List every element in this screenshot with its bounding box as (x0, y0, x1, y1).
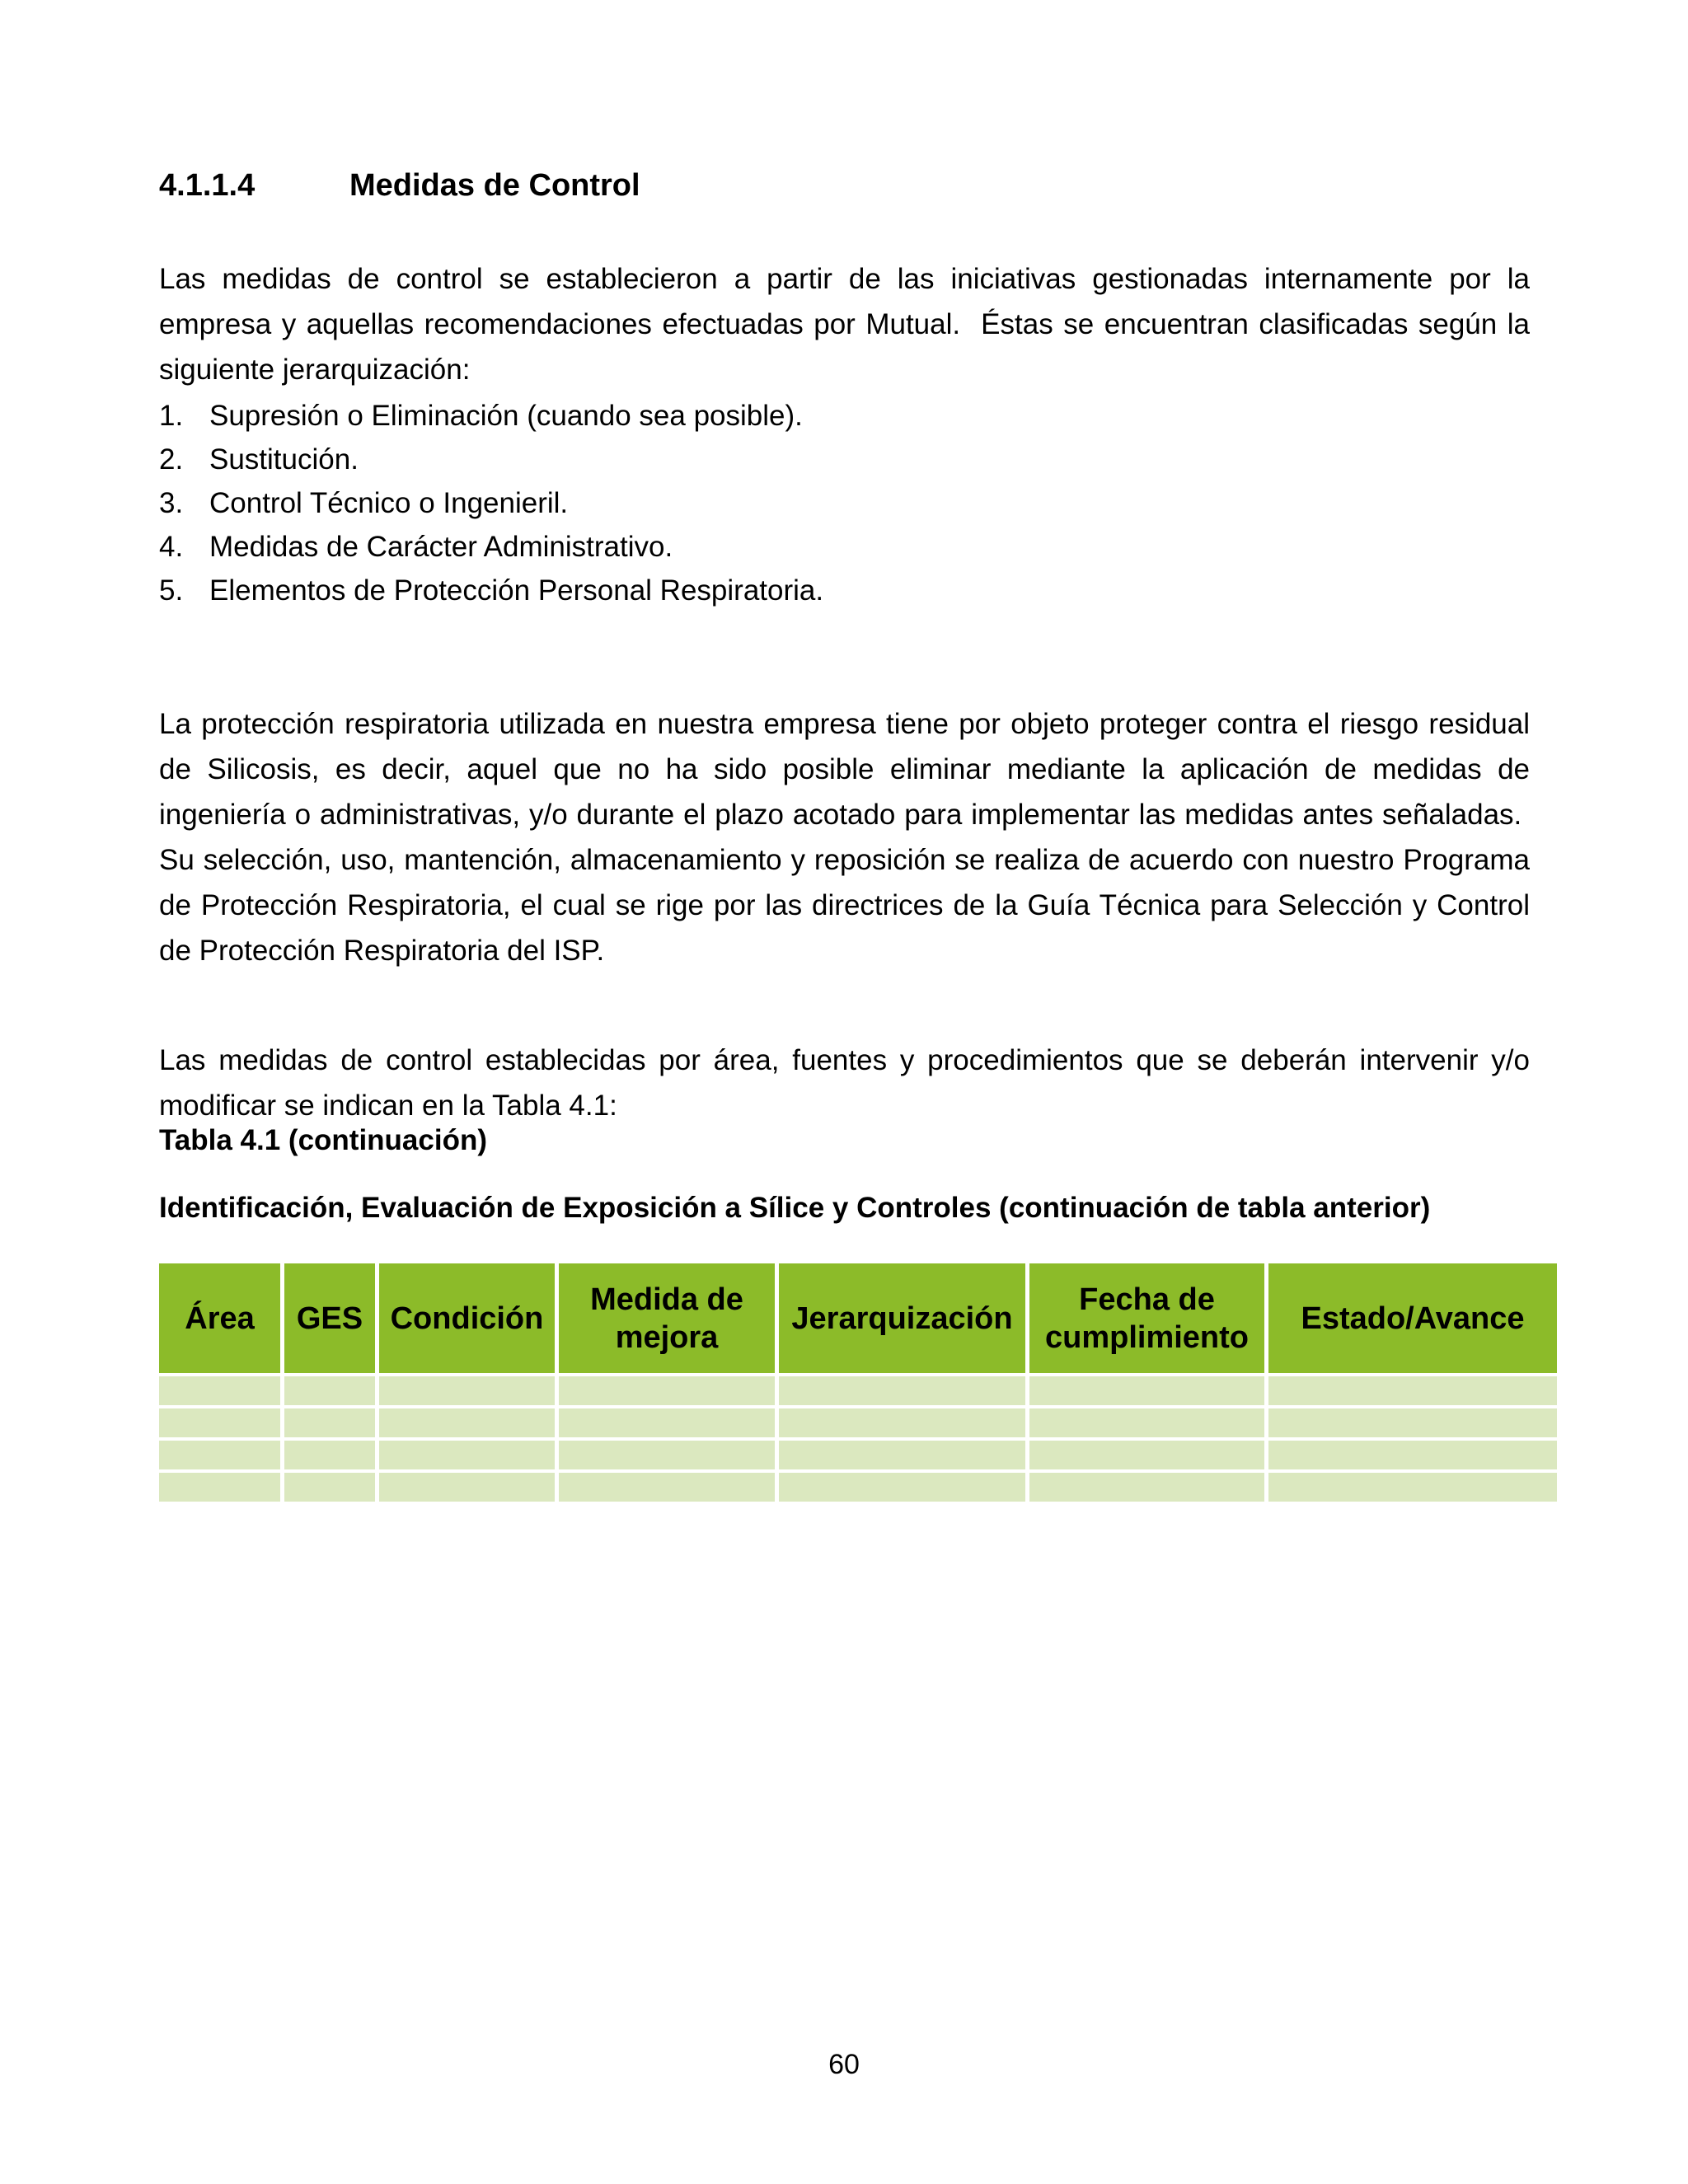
list-item-number: 1. (159, 400, 184, 432)
table-empty-cell (779, 1408, 1025, 1437)
table-empty-cell (779, 1473, 1025, 1502)
column-header-area: Área (159, 1263, 280, 1373)
table-empty-cell (1029, 1376, 1264, 1405)
table-empty-cell (559, 1408, 775, 1437)
list-item-text: Elementos de Protección Personal Respiratoria. (209, 574, 824, 607)
table-empty-cell (159, 1473, 280, 1502)
table-empty-cell (284, 1441, 375, 1469)
table-subtitle: Identificación, Evaluación de Exposición a Sílice y Controles (continuación de tabla anterior) (159, 1192, 1431, 1224)
table-empty-cell (779, 1376, 1025, 1405)
column-header-jerarquizacion: Jerarquización (779, 1263, 1025, 1373)
list-item-number: 4. (159, 531, 184, 563)
table-empty-cell (559, 1441, 775, 1469)
table-empty-cell (779, 1441, 1025, 1469)
table-empty-cell (284, 1473, 375, 1502)
list-item-number: 2. (159, 443, 184, 476)
table-caption: Tabla 4.1 (continuación) (159, 1124, 488, 1156)
section-heading (159, 168, 640, 204)
list-item (159, 569, 1530, 612)
list-item-text: Medidas de Carácter Administrativo. (209, 531, 673, 563)
section-title: Medidas de Control (349, 168, 640, 203)
list-item-text: Supresión o Eliminación (cuando sea posible). (209, 400, 803, 432)
hierarchy-list (159, 394, 1530, 612)
column-header-condicion: Condición (379, 1263, 555, 1373)
table-empty-cell (559, 1376, 775, 1405)
table-empty-cell (1029, 1408, 1264, 1437)
page-number: 60 (828, 2049, 860, 2080)
table-empty-cell (159, 1408, 280, 1437)
list-item-number: 3. (159, 487, 184, 519)
list-item-text: Sustitución. (209, 443, 359, 476)
table-empty-cell (1268, 1408, 1557, 1437)
column-header-fecha-de-cumplimiento: Fecha de cumplimiento (1029, 1263, 1264, 1373)
table-empty-cell (379, 1473, 555, 1502)
section-number: 4.1.1.4 (159, 168, 256, 203)
table-empty-cell (1029, 1473, 1264, 1502)
table-empty-cell (559, 1473, 775, 1502)
table-empty-cell (379, 1376, 555, 1405)
column-header-estado-avance: Estado/Avance (1268, 1263, 1557, 1373)
table-empty-cell (284, 1408, 375, 1437)
table-empty-cell (159, 1441, 280, 1469)
paragraph-table-intro: Las medidas de control establecidas por área, fuentes y procedimientos que se deberán intervenir y/o modificar se indican en la Tabla 4.1: (159, 1044, 1530, 1122)
list-item (159, 525, 1530, 569)
table-empty-cell (1268, 1376, 1557, 1405)
table-empty-cell (1029, 1441, 1264, 1469)
paragraph-control-measures: Las medidas de control se establecieron a partir de las iniciativas gestionadas internamente por la empresa y aquellas recomendaciones efectuadas por Mutual. Éstas se encuentran clasificadas según la siguiente jerarquización: (159, 263, 1530, 386)
table-empty-cell (1268, 1441, 1557, 1469)
list-item-number: 5. (159, 574, 184, 607)
list-item (159, 394, 1530, 438)
list-item (159, 438, 1530, 481)
paragraph-respiratory-protection: La protección respiratoria utilizada en nuestra empresa tiene por objeto proteger contra el riesgo residual de Silicosis, es decir, aquel que no ha sido posible eliminar mediante la aplicación de medidas de ingeniería o administrativas, y/o durante el plazo acotado para implementar las medidas antes señaladas. Su selección, uso, mantención, almacenamiento y reposición se realiza de acuerdo con nuestro Programa de Protección Respiratoria, el cual se rige por las directrices de la Guía Técnica para Selección y Control de Protección Respiratoria del ISP. (159, 708, 1530, 967)
table-empty-cell (379, 1441, 555, 1469)
list-item (159, 481, 1530, 525)
controls-table (159, 1263, 1557, 1502)
column-header-medida-de-mejora: Medida de mejora (559, 1263, 775, 1373)
table-empty-cell (159, 1376, 280, 1405)
table-empty-cell (379, 1408, 555, 1437)
table-empty-cell (284, 1376, 375, 1405)
column-header-ges: GES (284, 1263, 375, 1373)
table-empty-cell (1268, 1473, 1557, 1502)
list-item-text: Control Técnico o Ingenieril. (209, 487, 569, 519)
